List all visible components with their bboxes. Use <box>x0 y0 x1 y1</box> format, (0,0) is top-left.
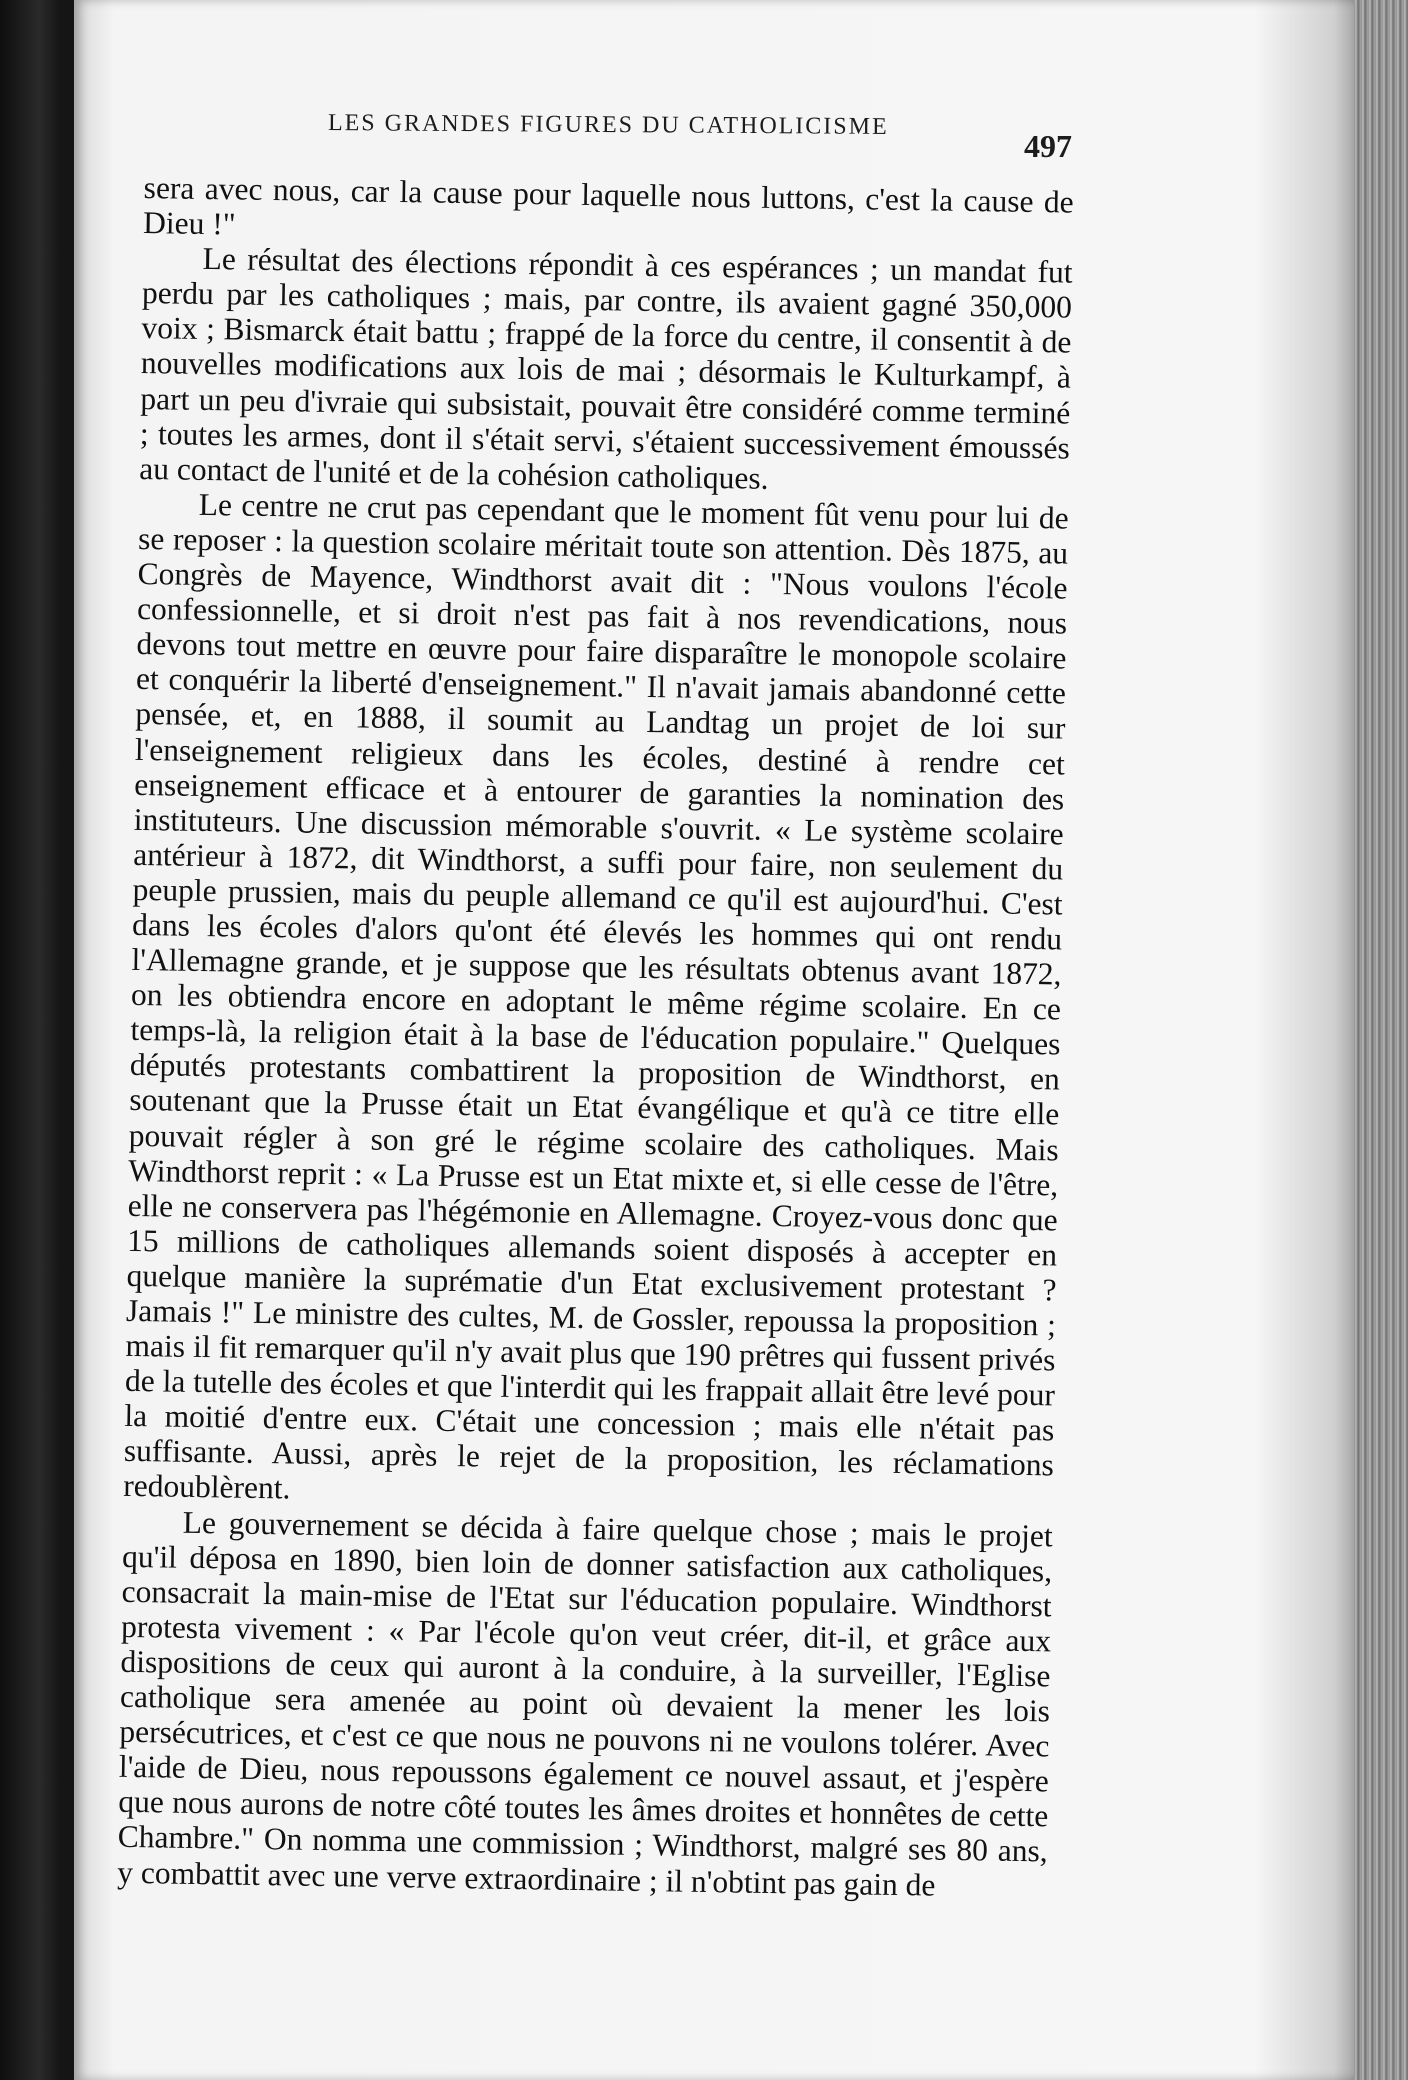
paragraph: Le résultat des élections répondit à ces espérances ; un mandat fut perdu par les catholiques ; mais, par contre, ils avaient gagné 350,000 voix ; Bismarck était battu ; frappé de la force du centre, il consentit à de nouvelles modifications aux lois de mai ; désormais le Kulturkampf, à part un peu d'ivraie qui subsistait, pouvait être considéré comme terminé ; toutes les armes, dont il s'était servi, s'étaient successivement émoussés au contact de l'unité et de la cohésion catholiques. <box>139 241 1073 496</box>
body-text <box>117 170 1074 1904</box>
page-number: 497 <box>1024 128 1072 164</box>
paragraph: Le gouvernement se décida à faire quelque chose ; mais le projet qu'il déposa en 1890, bien loin de donner satisfaction aux catholiques, consacrait la main-mise de l'Etat sur l'éducation populaire. Windthorst protesta vivement : « Par l'école qu'on veut créer, dit-il, et grâce aux dispositions de ceux qui auront à la conduire, à la surveiller, l'Eglise catholique sera amenée au point où devaient la mener les lois persécutrices, et c'est ce que nous ne pouvons ni ne voulons tolérer. Avec l'aide de Dieu, nous repoussons également ce nouvel assaut, et j'espère que nous aurons de notre côté toutes les âmes droites et honnêtes de cette Chambre." On nomma une commission ; Windthorst, malgré ses 80 ans, y combattit avec une verve extraordinaire ; il n'obtint pas gain de <box>116 1504 1053 1903</box>
page-edge <box>1354 0 1408 2080</box>
running-head: LES GRANDES FIGURES DU CATHOLICISME <box>327 110 889 140</box>
paragraph: sera avec nous, car la cause pour laquelle nous luttons, c'est la cause de Dieu !" <box>142 170 1074 242</box>
paragraph: Le centre ne crut pas cependant que le moment fût venu pour lui de se reposer : la question scolaire méritait toute son attention. Dès 1875, au Congrès de Mayence, Windthorst avait dit : "Nous voulons l'école confessionnelle, et si droit n'est pas fait à nos revendications, nous devons tout mettre en œuvre pour faire disparaître le monopole scolaire et conquérir la liberté d'enseignement." Il n'avait jamais abandonné cette pensée, et, en 1888, il soumit au Landtag un projet de loi sur l'enseignement religieux dans les écoles, destiné à rendre cet enseignement efficace et à entourer de garanties la nomination des instituteurs. Une discussion mémorable s'ouvrit. « Le système scolaire antérieur à 1872, dit Windthorst, a suffi pour faire, non seulement du peuple prussien, mais du peuple allemand ce qu'il est aujourd'hui. C'est dans les écoles d'alors qu'ont été élevés les hommes qui ont rendu l'Allemagne grande, et je suppose que les résultats obtenus avant 1872, on les obtiendra encore en adoptant le même régime scolaire. En ce temps-là, la religion était à la base de l'éducation populaire." Quelques députés protestants combattirent la proposition de Windthorst, en soutenant que la Prusse était un Etat évangélique et qu'à ce titre elle pouvait régler à son gré le régime scolaire des catholiques. Mais Windthorst reprit : « La Prusse est un Etat mixte et, si elle cesse de l'être, elle ne conservera pas l'hégémonie en Allemagne. Croyez-vous donc que 15 millions de catholiques allemands soient disposés à accepter en quelque manière la suprématie d'un Etat exclusivement protestant ? Jamais !" Le ministre des cultes, M. de Gossler, repoussa la proposition ; mais il fit remarquer qu'il n'y avait plus que 190 prêtres qui fussent privés de la tutelle des écoles et que l'interdit qui les frappait allait être levé pour la moitié d'entre eux. C'était une concession ; mais elle n'était pas suffisante. Aussi, après le rejet de la proposition, les réclamations redoublèrent. <box>123 486 1069 1506</box>
